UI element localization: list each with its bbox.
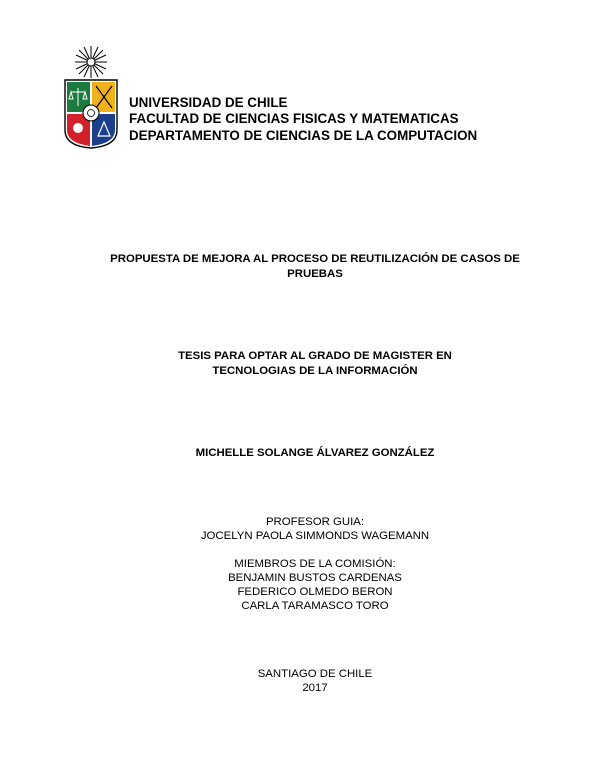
place-date — [60, 667, 570, 695]
degree-statement-line-2: TECNOLOGIAS DE LA INFORMACIÓN — [212, 365, 418, 377]
committee-label: MIEMBROS DE LA COMISIÓN: — [234, 558, 396, 570]
committee-section — [60, 557, 570, 613]
place: SANTIAGO DE CHILE — [257, 668, 373, 680]
thesis-title — [60, 252, 570, 282]
advisor-label: PROFESOR GUIA: — [265, 516, 365, 528]
university-name: UNIVERSIDAD DE CHILE — [129, 95, 288, 110]
thesis-title-line-1: PROPUESTA DE MEJORA AL PROCESO DE REUTILIZACIÓN DE CASOS DE — [110, 253, 520, 265]
degree-statement — [60, 349, 570, 379]
committee-member: FEDERICO OLMEDO BERON — [237, 586, 393, 598]
thesis-title-line-2: PRUEBAS — [287, 268, 343, 280]
faculty-name: FACULTAD DE CIENCIAS FISICAS Y MATEMATICAS — [129, 111, 459, 127]
committee-member: CARLA TARAMASCO TORO — [241, 600, 389, 612]
advisor-name: JOCELYN PAOLA SIMMONDS WAGEMANN — [200, 530, 430, 542]
year: 2017 — [302, 682, 328, 694]
degree-statement-line-1: TESIS PARA OPTAR AL GRADO DE MAGISTER EN — [178, 350, 452, 362]
department-name: DEPARTAMENTO DE CIENCIAS DE LA COMPUTACION — [129, 127, 478, 143]
advisor-section — [60, 515, 570, 543]
committee-member: BENJAMIN BUSTOS CARDENAS — [228, 572, 402, 584]
author-name: MICHELLE SOLANGE ÁLVAREZ GONZÁLEZ — [195, 447, 435, 459]
university-crest-icon — [62, 42, 120, 150]
institution-header — [129, 95, 569, 144]
